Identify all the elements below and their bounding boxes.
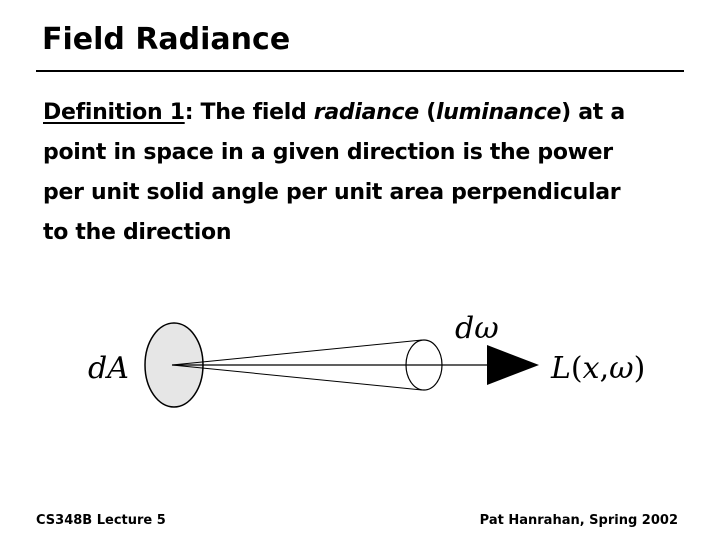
- definition-text: [43, 93, 683, 253]
- slide-title: Field Radiance: [42, 22, 291, 57]
- solid-angle-label: dω: [455, 311, 499, 346]
- direction-arrowhead: [487, 345, 539, 385]
- definition-line-3: per unit solid angle per unit area perpendicular: [43, 180, 621, 205]
- footer-course: CS348B Lecture 5: [36, 513, 166, 528]
- definition-line-4: to the direction: [43, 220, 232, 245]
- area-label: dA: [88, 351, 129, 386]
- radiance-close-paren: ): [633, 351, 646, 386]
- definition-line-2: point in space in a given direction is the power: [43, 140, 613, 165]
- radiance-diagram: [0, 290, 720, 440]
- footer-author: Pat Hanrahan, Spring 2002: [479, 513, 678, 528]
- definition-label: Definition 1: [43, 100, 185, 125]
- definition-colon: :: [184, 100, 194, 125]
- title-divider: [36, 70, 684, 72]
- radiance-label: [550, 351, 645, 386]
- definition-text-1b: (: [418, 100, 436, 125]
- radiance-open-paren: (: [570, 351, 583, 386]
- cone-lower-line: [172, 365, 422, 390]
- term-luminance: luminance: [435, 100, 562, 125]
- definition-text-1c: ) at a: [561, 100, 625, 125]
- radiance-arg-x: x: [582, 351, 600, 386]
- definition-line-1: [43, 93, 683, 133]
- radiance-arg-omega: ω: [609, 351, 634, 386]
- radiance-symbol: L: [551, 351, 571, 386]
- radiance-comma: ,: [599, 351, 610, 386]
- cone-upper-line: [172, 340, 422, 365]
- definition-text-1a: The field: [193, 100, 314, 125]
- term-radiance: radiance: [313, 100, 419, 125]
